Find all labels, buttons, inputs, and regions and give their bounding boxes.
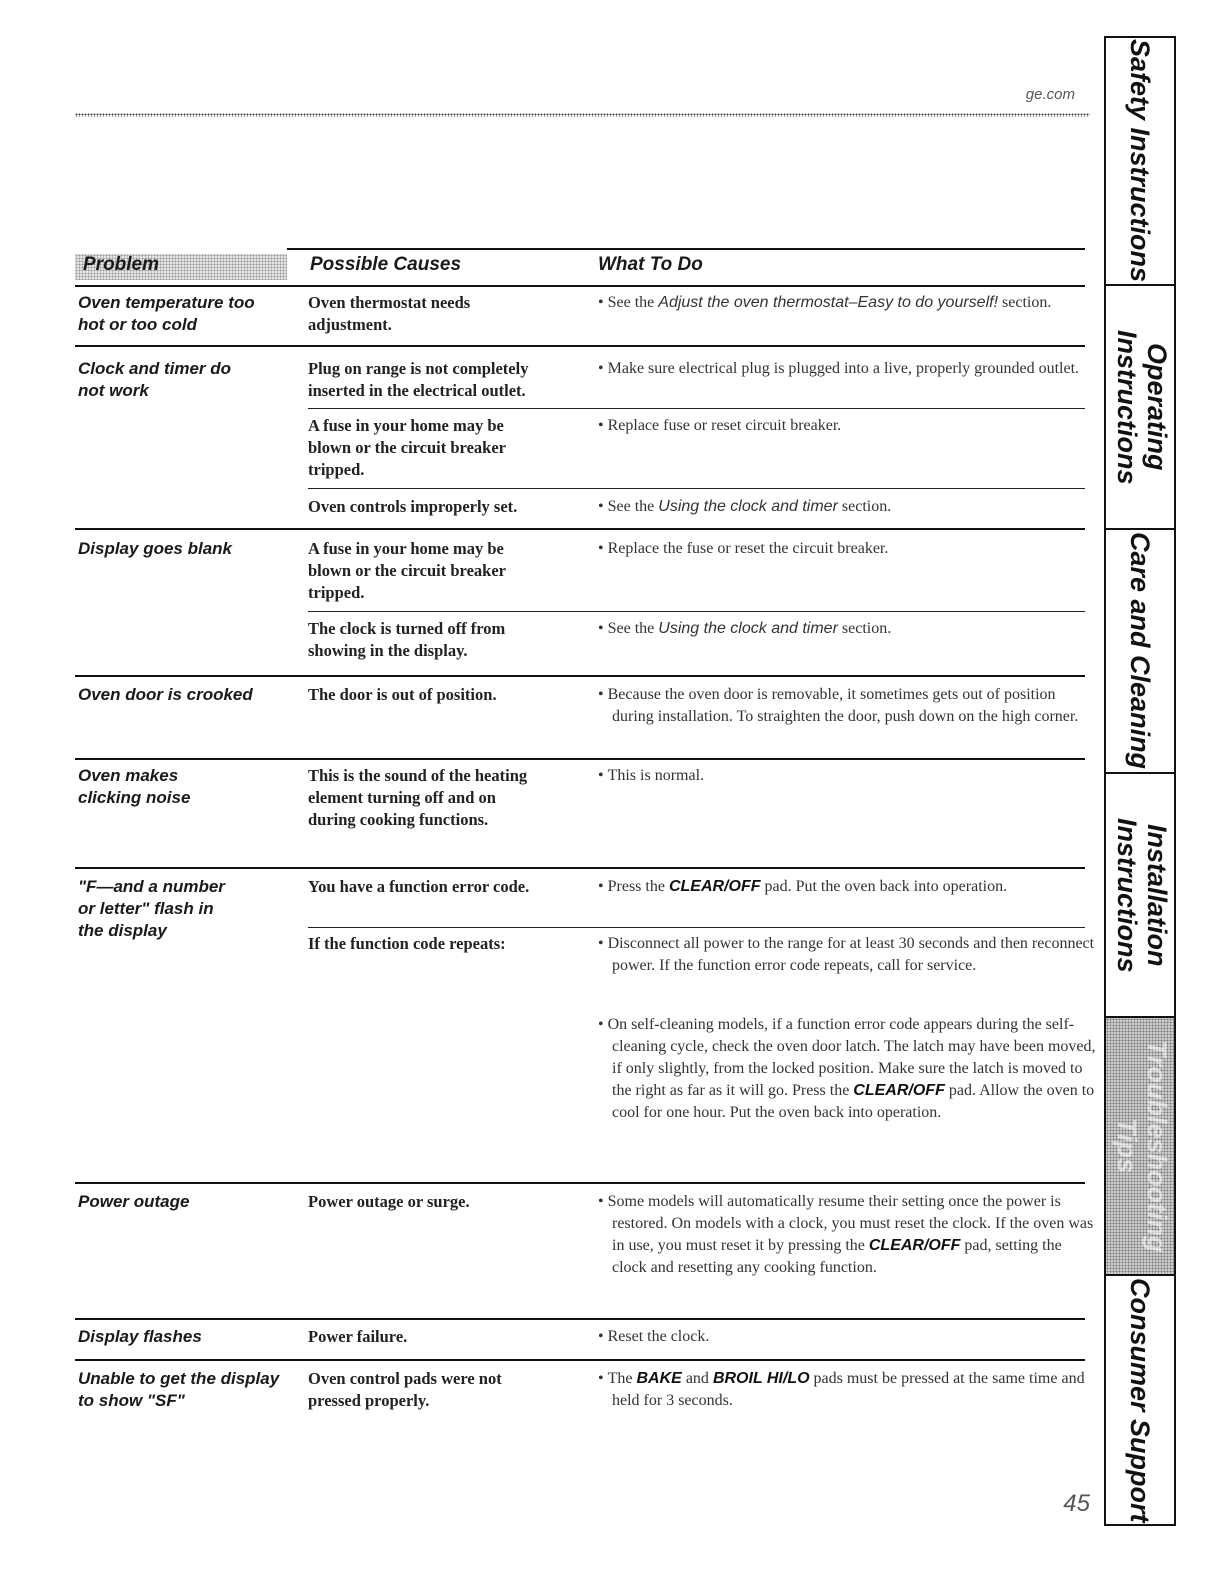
tab-label: Troubleshooting Tips bbox=[1112, 1039, 1172, 1253]
row-rule bbox=[75, 758, 1085, 760]
row-rule bbox=[75, 528, 1085, 530]
tab-label: Consumer Support bbox=[1125, 1277, 1155, 1523]
tab-safety-instructions[interactable] bbox=[1106, 38, 1174, 286]
row-rule bbox=[75, 1182, 1085, 1184]
cause-text: You have a function error code. bbox=[308, 877, 530, 896]
column-header-causes: Possible Causes bbox=[310, 254, 462, 275]
cause-text: This is the sound of the heating element turning off and on during cooking functions. bbox=[308, 766, 528, 829]
tab-label: Operating Instructions bbox=[1112, 329, 1172, 485]
tab-consumer-support[interactable] bbox=[1106, 1276, 1174, 1524]
tab-care-and-cleaning[interactable] bbox=[1106, 530, 1174, 774]
tab-label: Care and Cleaning bbox=[1125, 532, 1155, 770]
cause-text: The clock is turned off from showing in the display. bbox=[308, 619, 506, 660]
header-rule bbox=[75, 285, 1085, 287]
top-rule bbox=[287, 248, 1085, 250]
todo-text: • The BAKE and BROIL HI/LO pads must be pressed at the same time and held for 3 seconds. bbox=[598, 1370, 1085, 1409]
todo-text: • On self-cleaning models, if a function error code appears during the self-cleaning cycle, check the oven door latch. The latch may have been moved, if only slightly, from the locked position. Make sure the latch is moved to the right as far as it will go. Press the CLEAR/OFF pad. Allow the oven to cool for one hour. Put the oven back into operation. bbox=[598, 1016, 1096, 1121]
problem-label: Oven temperature too hot or too cold bbox=[78, 293, 255, 334]
cause-text: Power outage or surge. bbox=[308, 1192, 470, 1211]
cause-text: Oven thermostat needs adjustment. bbox=[308, 293, 471, 334]
sub-rule bbox=[308, 611, 1085, 612]
section-tabs-sidebar bbox=[1104, 36, 1176, 1526]
sub-rule bbox=[308, 408, 1085, 409]
todo-text: • Some models will automatically resume their setting once the power is restored. On models with a clock, you must reset the clock. If the oven was in use, you must reset it by pressing the CLEAR/OFF pad, setting the clock and resetting any cooking function. bbox=[598, 1193, 1094, 1276]
dotted-header-rule bbox=[75, 113, 1090, 117]
cause-text: Oven control pads were not pressed properly. bbox=[308, 1369, 502, 1410]
problem-label: "F—and a number or letter" flash in the display bbox=[78, 877, 225, 940]
cause-text: The door is out of position. bbox=[308, 685, 497, 704]
problem-label: Unable to get the display to show "SF" bbox=[78, 1369, 280, 1410]
page-number: 45 bbox=[1063, 1490, 1090, 1517]
row-rule bbox=[75, 867, 1085, 869]
cause-text: If the function code repeats: bbox=[308, 934, 506, 953]
problem-label: Display goes blank bbox=[78, 539, 232, 558]
tab-troubleshooting-tips[interactable] bbox=[1106, 1018, 1174, 1276]
todo-text: • See the Using the clock and timer section. bbox=[598, 620, 892, 637]
problem-label: Oven door is crooked bbox=[78, 685, 253, 704]
cause-text: A fuse in your home may be blown or the circuit breaker tripped. bbox=[308, 416, 506, 479]
todo-text: • This is normal. bbox=[598, 767, 705, 784]
problem-label: Power outage bbox=[78, 1192, 190, 1211]
todo-text: • Replace the fuse or reset the circuit breaker. bbox=[598, 540, 889, 557]
tab-label: Safety Instructions bbox=[1125, 39, 1155, 283]
todo-text: • Disconnect all power to the range for at least 30 seconds and then reconnect power. If the function error code repeats, call for service. bbox=[598, 935, 1095, 974]
todo-text: • Because the oven door is removable, it sometimes gets out of position during installation. To straighten the door, push down on the high corner. bbox=[598, 686, 1079, 725]
row-rule bbox=[75, 675, 1085, 677]
todo-text: • Replace fuse or reset circuit breaker. bbox=[598, 417, 842, 434]
problem-label: Oven makes clicking noise bbox=[78, 766, 191, 807]
cause-text: Power failure. bbox=[308, 1327, 408, 1346]
todo-text: • Press the CLEAR/OFF pad. Put the oven back into operation. bbox=[598, 878, 1008, 895]
todo-text: • Reset the clock. bbox=[598, 1328, 710, 1345]
tab-label: Installation Instructions bbox=[1112, 817, 1172, 973]
sub-rule bbox=[308, 488, 1085, 489]
tab-installation-instructions[interactable] bbox=[1106, 774, 1174, 1018]
column-header-problem: Problem bbox=[75, 254, 287, 280]
todo-text: • See the Using the clock and timer section. bbox=[598, 498, 892, 515]
row-rule bbox=[75, 1318, 1085, 1320]
todo-text: • Make sure electrical plug is plugged into a live, properly grounded outlet. bbox=[598, 360, 1080, 377]
problem-label: Display flashes bbox=[78, 1327, 202, 1346]
cause-text: A fuse in your home may be blown or the circuit breaker tripped. bbox=[308, 539, 506, 602]
tab-operating-instructions[interactable] bbox=[1106, 286, 1174, 530]
sub-rule bbox=[308, 927, 1085, 928]
cause-text: Oven controls improperly set. bbox=[308, 497, 518, 516]
row-rule bbox=[75, 1359, 1085, 1361]
todo-text: • See the Adjust the oven thermostat–Easy to do yourself! section. bbox=[598, 294, 1052, 311]
row-rule bbox=[75, 345, 1085, 347]
site-url: ge.com bbox=[1025, 86, 1075, 103]
column-header-todo: What To Do bbox=[598, 254, 703, 275]
problem-label: Clock and timer do not work bbox=[78, 359, 232, 400]
cause-text: Plug on range is not completely inserted in the electrical outlet. bbox=[308, 359, 529, 400]
